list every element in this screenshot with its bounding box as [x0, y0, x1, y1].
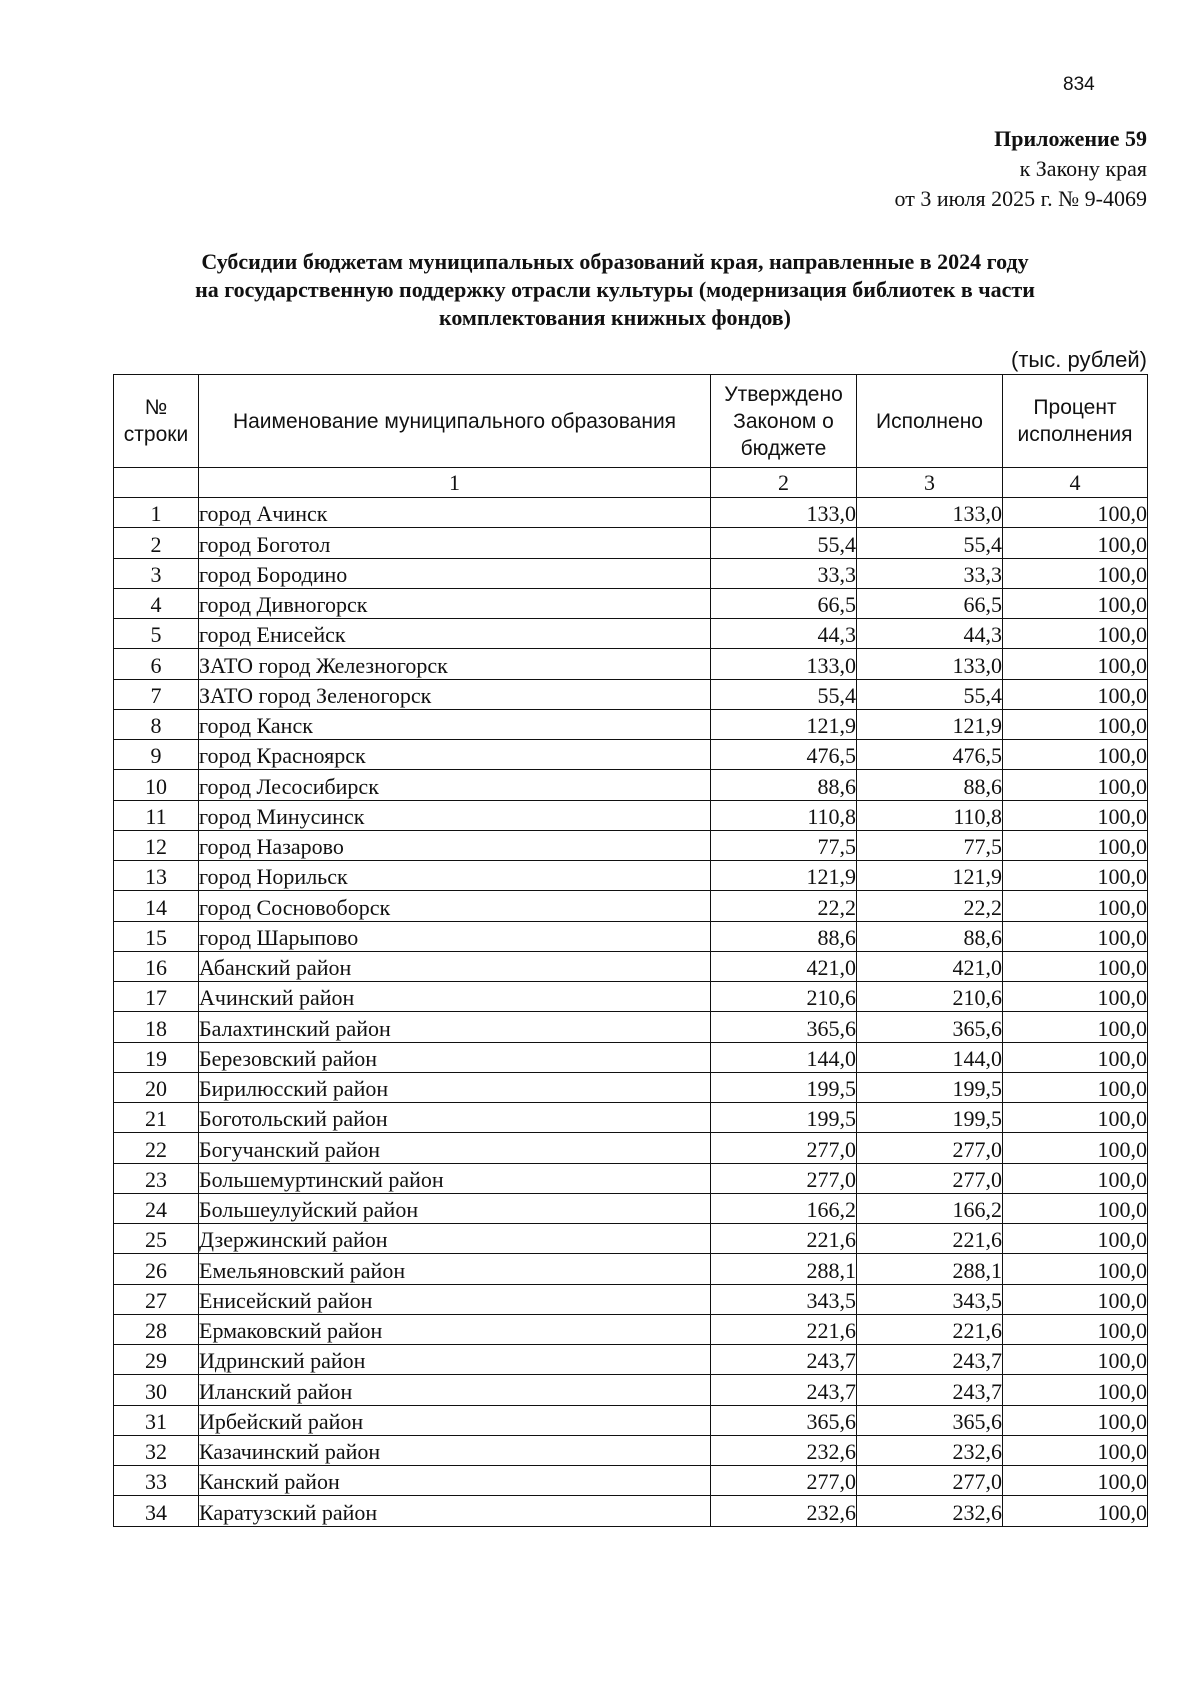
appendix-law-date: от 3 июля 2025 г. № 9-4069 — [894, 186, 1147, 211]
executed-amount-cell: 232,6 — [857, 1496, 1003, 1526]
row-number-cell: 11 — [114, 800, 199, 830]
document-title-line: Субсидии бюджетам муниципальных образований края, направленные в 2024 году — [201, 249, 1029, 274]
table-row — [114, 951, 1148, 981]
executed-amount-cell: 121,9 — [857, 709, 1003, 739]
municipality-name-cell: Большеулуйский район — [199, 1193, 711, 1223]
approved-amount-cell: 55,4 — [711, 679, 857, 709]
table-row — [114, 709, 1148, 739]
percent-cell: 100,0 — [1003, 982, 1148, 1012]
percent-cell: 100,0 — [1003, 1375, 1148, 1405]
municipality-name-cell: Емельяновский район — [199, 1254, 711, 1284]
appendix-block — [895, 124, 1147, 214]
percent-cell: 100,0 — [1003, 528, 1148, 558]
percent-cell: 100,0 — [1003, 1345, 1148, 1375]
approved-amount-cell: 166,2 — [711, 1193, 857, 1223]
percent-cell: 100,0 — [1003, 800, 1148, 830]
municipality-name-cell: Казачинский район — [199, 1435, 711, 1465]
executed-amount-cell: 421,0 — [857, 951, 1003, 981]
percent-cell: 100,0 — [1003, 1072, 1148, 1102]
percent-cell: 100,0 — [1003, 1435, 1148, 1465]
municipality-name-cell: Идринский район — [199, 1345, 711, 1375]
approved-amount-cell: 221,6 — [711, 1314, 857, 1344]
executed-amount-cell: 365,6 — [857, 1012, 1003, 1042]
approved-amount-cell: 88,6 — [711, 770, 857, 800]
header-approved-line: бюджете — [740, 436, 827, 460]
approved-amount-cell: 365,6 — [711, 1405, 857, 1435]
table-row — [114, 982, 1148, 1012]
table-row — [114, 1284, 1148, 1314]
municipality-name-cell: город Боготол — [199, 528, 711, 558]
approved-amount-cell: 110,8 — [711, 800, 857, 830]
row-number-cell: 1 — [114, 498, 199, 528]
approved-amount-cell: 232,6 — [711, 1435, 857, 1465]
table-row — [114, 558, 1148, 588]
executed-amount-cell: 199,5 — [857, 1103, 1003, 1133]
approved-amount-cell: 121,9 — [711, 709, 857, 739]
municipality-name-cell: Ирбейский район — [199, 1405, 711, 1435]
row-number-cell: 23 — [114, 1163, 199, 1193]
table-row — [114, 1133, 1148, 1163]
row-number-cell: 13 — [114, 861, 199, 891]
approved-amount-cell: 277,0 — [711, 1466, 857, 1496]
percent-cell: 100,0 — [1003, 1103, 1148, 1133]
approved-amount-cell: 77,5 — [711, 830, 857, 860]
column-number-blank — [114, 468, 199, 498]
executed-amount-cell: 221,6 — [857, 1224, 1003, 1254]
percent-cell: 100,0 — [1003, 1193, 1148, 1223]
row-number-cell: 10 — [114, 770, 199, 800]
percent-cell: 100,0 — [1003, 1012, 1148, 1042]
approved-amount-cell: 243,7 — [711, 1375, 857, 1405]
municipality-name-cell: Канский район — [199, 1466, 711, 1496]
approved-amount-cell: 22,2 — [711, 891, 857, 921]
executed-amount-cell: 476,5 — [857, 740, 1003, 770]
row-number-cell: 31 — [114, 1405, 199, 1435]
approved-amount-cell: 133,0 — [711, 649, 857, 679]
table-row — [114, 1042, 1148, 1072]
row-number-cell: 7 — [114, 679, 199, 709]
row-number-cell: 16 — [114, 951, 199, 981]
table-row — [114, 528, 1148, 558]
table-row — [114, 649, 1148, 679]
approved-amount-cell: 288,1 — [711, 1254, 857, 1284]
approved-amount-cell: 210,6 — [711, 982, 857, 1012]
row-number-cell: 27 — [114, 1284, 199, 1314]
subsidies-table — [113, 374, 1148, 1527]
document-title — [100, 248, 1130, 332]
table-body — [114, 498, 1148, 1527]
page-number: 834 — [1063, 74, 1095, 95]
table-row — [114, 1072, 1148, 1102]
approved-amount-cell: 44,3 — [711, 619, 857, 649]
table-row — [114, 1405, 1148, 1435]
municipality-name-cell: Балахтинский район — [199, 1012, 711, 1042]
row-number-cell: 20 — [114, 1072, 199, 1102]
executed-amount-cell: 121,9 — [857, 861, 1003, 891]
table-row — [114, 619, 1148, 649]
executed-amount-cell: 232,6 — [857, 1435, 1003, 1465]
table-row — [114, 1314, 1148, 1344]
approved-amount-cell: 343,5 — [711, 1284, 857, 1314]
percent-cell: 100,0 — [1003, 498, 1148, 528]
header-row-number-label: строки — [123, 423, 189, 446]
approved-amount-cell: 33,3 — [711, 558, 857, 588]
percent-cell: 100,0 — [1003, 588, 1148, 618]
municipality-name-cell: город Норильск — [199, 861, 711, 891]
column-number-row — [114, 468, 1148, 498]
municipality-name-cell: город Шарыпово — [199, 921, 711, 951]
appendix-law-reference: к Закону края — [1019, 156, 1147, 181]
percent-cell: 100,0 — [1003, 921, 1148, 951]
column-number: 4 — [1003, 468, 1148, 498]
executed-amount-cell: 288,1 — [857, 1254, 1003, 1284]
row-number-cell: 15 — [114, 921, 199, 951]
municipality-name-cell: Большемуртинский район — [199, 1163, 711, 1193]
executed-amount-cell: 365,6 — [857, 1405, 1003, 1435]
percent-cell: 100,0 — [1003, 1466, 1148, 1496]
row-number-cell: 29 — [114, 1345, 199, 1375]
executed-amount-cell: 22,2 — [857, 891, 1003, 921]
document-title-line: комплектования книжных фондов) — [438, 305, 792, 330]
municipality-name-cell: Каратузский район — [199, 1496, 711, 1526]
municipality-name-cell: Бирилюсский район — [199, 1072, 711, 1102]
units-label: (тыс. рублей) — [1011, 347, 1147, 372]
percent-cell: 100,0 — [1003, 891, 1148, 921]
row-number-cell: 34 — [114, 1496, 199, 1526]
executed-amount-cell: 66,5 — [857, 588, 1003, 618]
percent-cell: 100,0 — [1003, 709, 1148, 739]
approved-amount-cell: 55,4 — [711, 528, 857, 558]
table-row — [114, 770, 1148, 800]
approved-amount-cell: 277,0 — [711, 1163, 857, 1193]
percent-cell: 100,0 — [1003, 830, 1148, 860]
row-number-cell: 5 — [114, 619, 199, 649]
executed-amount-cell: 243,7 — [857, 1375, 1003, 1405]
header-percent-line: исполнения — [1017, 423, 1133, 446]
row-number-cell: 28 — [114, 1314, 199, 1344]
percent-cell: 100,0 — [1003, 770, 1148, 800]
executed-amount-cell: 33,3 — [857, 558, 1003, 588]
table-row — [114, 861, 1148, 891]
table-row — [114, 830, 1148, 860]
table-row — [114, 1224, 1148, 1254]
table-row — [114, 1012, 1148, 1042]
executed-amount-cell: 144,0 — [857, 1042, 1003, 1072]
row-number-cell: 9 — [114, 740, 199, 770]
executed-amount-cell: 166,2 — [857, 1193, 1003, 1223]
row-number-cell: 19 — [114, 1042, 199, 1072]
table-row — [114, 588, 1148, 618]
approved-amount-cell: 421,0 — [711, 951, 857, 981]
municipality-name-cell: город Назарово — [199, 830, 711, 860]
header-approved-line: Утверждено — [724, 382, 843, 406]
row-number-cell: 14 — [114, 891, 199, 921]
row-number-cell: 18 — [114, 1012, 199, 1042]
percent-cell: 100,0 — [1003, 1042, 1148, 1072]
municipality-name-cell: Березовский район — [199, 1042, 711, 1072]
column-number: 1 — [199, 468, 711, 498]
executed-amount-cell: 55,4 — [857, 679, 1003, 709]
row-number-cell: 30 — [114, 1375, 199, 1405]
executed-amount-cell: 88,6 — [857, 770, 1003, 800]
table-row — [114, 1163, 1148, 1193]
column-number: 3 — [857, 468, 1003, 498]
table-header-row — [114, 375, 1148, 468]
table-row — [114, 1103, 1148, 1133]
municipality-name-cell: Дзержинский район — [199, 1224, 711, 1254]
row-number-cell: 12 — [114, 830, 199, 860]
percent-cell: 100,0 — [1003, 1405, 1148, 1435]
row-number-cell: 8 — [114, 709, 199, 739]
municipality-name-cell: город Дивногорск — [199, 588, 711, 618]
row-number-cell: 22 — [114, 1133, 199, 1163]
row-number-cell: 25 — [114, 1224, 199, 1254]
approved-amount-cell: 277,0 — [711, 1133, 857, 1163]
header-municipality-name: Наименование муниципального образования — [199, 375, 711, 468]
approved-amount-cell: 144,0 — [711, 1042, 857, 1072]
table-row — [114, 1193, 1148, 1223]
executed-amount-cell: 133,0 — [857, 498, 1003, 528]
municipality-name-cell: ЗАТО город Железногорск — [199, 649, 711, 679]
percent-cell: 100,0 — [1003, 649, 1148, 679]
table-row — [114, 891, 1148, 921]
municipality-name-cell: Боготольский район — [199, 1103, 711, 1133]
executed-amount-cell: 277,0 — [857, 1163, 1003, 1193]
executed-amount-cell: 343,5 — [857, 1284, 1003, 1314]
executed-amount-cell: 243,7 — [857, 1345, 1003, 1375]
percent-cell: 100,0 — [1003, 679, 1148, 709]
table-row — [114, 1466, 1148, 1496]
row-number-cell: 33 — [114, 1466, 199, 1496]
header-approved-line: Законом о — [733, 409, 834, 433]
table-row — [114, 679, 1148, 709]
table-row — [114, 740, 1148, 770]
municipality-name-cell: Енисейский район — [199, 1284, 711, 1314]
approved-amount-cell: 133,0 — [711, 498, 857, 528]
municipality-name-cell: Иланский район — [199, 1375, 711, 1405]
table-row — [114, 921, 1148, 951]
row-number-cell: 24 — [114, 1193, 199, 1223]
percent-cell: 100,0 — [1003, 1133, 1148, 1163]
percent-cell: 100,0 — [1003, 740, 1148, 770]
percent-cell: 100,0 — [1003, 951, 1148, 981]
header-executed: Исполнено — [857, 375, 1003, 468]
row-number-cell: 2 — [114, 528, 199, 558]
row-number-cell: 17 — [114, 982, 199, 1012]
header-row-number — [114, 375, 199, 468]
percent-cell: 100,0 — [1003, 619, 1148, 649]
municipality-name-cell: город Минусинск — [199, 800, 711, 830]
table-row — [114, 1345, 1148, 1375]
table-row — [114, 1254, 1148, 1284]
column-number: 2 — [711, 468, 857, 498]
municipality-name-cell: Ачинский район — [199, 982, 711, 1012]
row-number-cell: 32 — [114, 1435, 199, 1465]
percent-cell: 100,0 — [1003, 558, 1148, 588]
row-number-cell: 4 — [114, 588, 199, 618]
header-row-number-symbol: № — [144, 396, 168, 419]
approved-amount-cell: 365,6 — [711, 1012, 857, 1042]
executed-amount-cell: 88,6 — [857, 921, 1003, 951]
executed-amount-cell: 277,0 — [857, 1466, 1003, 1496]
table-row — [114, 800, 1148, 830]
municipality-name-cell: город Енисейск — [199, 619, 711, 649]
municipality-name-cell: Абанский район — [199, 951, 711, 981]
municipality-name-cell: город Лесосибирск — [199, 770, 711, 800]
row-number-cell: 26 — [114, 1254, 199, 1284]
header-approved — [711, 375, 857, 468]
percent-cell: 100,0 — [1003, 1314, 1148, 1344]
row-number-cell: 6 — [114, 649, 199, 679]
percent-cell: 100,0 — [1003, 1224, 1148, 1254]
percent-cell: 100,0 — [1003, 1163, 1148, 1193]
municipality-name-cell: город Бородино — [199, 558, 711, 588]
municipality-name-cell: ЗАТО город Зеленогорск — [199, 679, 711, 709]
municipality-name-cell: Богучанский район — [199, 1133, 711, 1163]
table-row — [114, 498, 1148, 528]
percent-cell: 100,0 — [1003, 861, 1148, 891]
row-number-cell: 3 — [114, 558, 199, 588]
header-percent-line: Процент — [1033, 396, 1117, 419]
municipality-name-cell: город Ачинск — [199, 498, 711, 528]
appendix-title: Приложение 59 — [994, 126, 1147, 151]
executed-amount-cell: 77,5 — [857, 830, 1003, 860]
municipality-name-cell: Ермаковский район — [199, 1314, 711, 1344]
executed-amount-cell: 277,0 — [857, 1133, 1003, 1163]
approved-amount-cell: 199,5 — [711, 1072, 857, 1102]
municipality-name-cell: город Красноярск — [199, 740, 711, 770]
executed-amount-cell: 199,5 — [857, 1072, 1003, 1102]
approved-amount-cell: 232,6 — [711, 1496, 857, 1526]
executed-amount-cell: 133,0 — [857, 649, 1003, 679]
header-percent — [1003, 375, 1148, 468]
executed-amount-cell: 221,6 — [857, 1314, 1003, 1344]
approved-amount-cell: 476,5 — [711, 740, 857, 770]
table-row — [114, 1375, 1148, 1405]
table-row — [114, 1435, 1148, 1465]
approved-amount-cell: 88,6 — [711, 921, 857, 951]
table-row — [114, 1496, 1148, 1526]
executed-amount-cell: 110,8 — [857, 800, 1003, 830]
percent-cell: 100,0 — [1003, 1496, 1148, 1526]
row-number-cell: 21 — [114, 1103, 199, 1133]
municipality-name-cell: город Канск — [199, 709, 711, 739]
document-title-line: на государственную поддержку отрасли культуры (модернизация библиотек в части — [195, 277, 1035, 302]
approved-amount-cell: 199,5 — [711, 1103, 857, 1133]
approved-amount-cell: 66,5 — [711, 588, 857, 618]
municipality-name-cell: город Сосновоборск — [199, 891, 711, 921]
executed-amount-cell: 44,3 — [857, 619, 1003, 649]
approved-amount-cell: 243,7 — [711, 1345, 857, 1375]
approved-amount-cell: 221,6 — [711, 1224, 857, 1254]
approved-amount-cell: 121,9 — [711, 861, 857, 891]
percent-cell: 100,0 — [1003, 1254, 1148, 1284]
percent-cell: 100,0 — [1003, 1284, 1148, 1314]
executed-amount-cell: 210,6 — [857, 982, 1003, 1012]
executed-amount-cell: 55,4 — [857, 528, 1003, 558]
